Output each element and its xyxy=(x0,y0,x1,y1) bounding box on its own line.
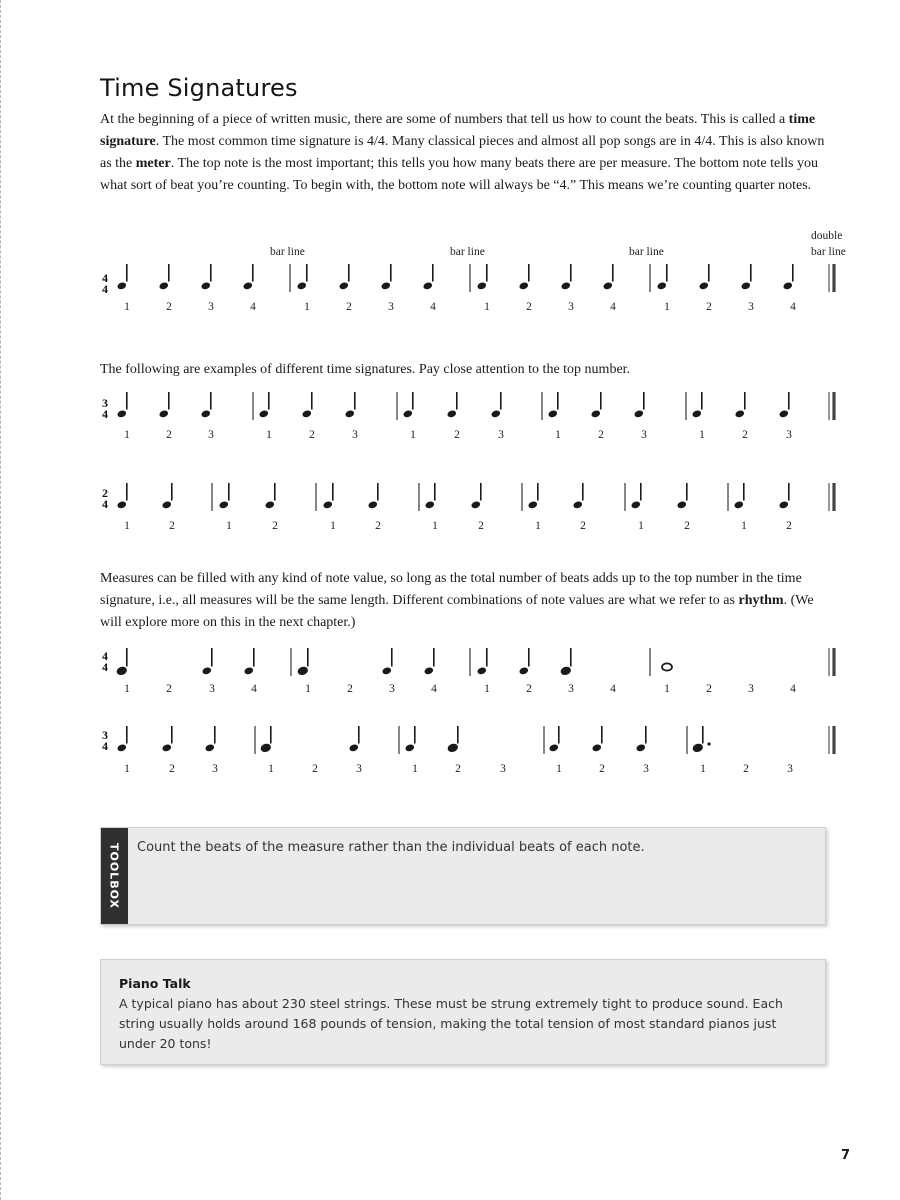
quarter-note xyxy=(369,502,378,509)
beat-count: 1 xyxy=(268,763,274,775)
beat-count: 3 xyxy=(356,763,362,775)
half-note xyxy=(449,745,458,752)
beat-count: 1 xyxy=(638,520,644,532)
beat-count: 1 xyxy=(700,763,706,775)
quarter-note xyxy=(202,411,211,418)
time-sig-top: 2 xyxy=(102,486,108,500)
examples-intro: The following are examples of different time signatures. Pay close attention to the top number. xyxy=(100,362,631,377)
staff-svg-4 xyxy=(100,640,860,702)
beat-count: 1 xyxy=(484,683,490,695)
time-sig-top: 4 xyxy=(102,271,108,285)
beat-count: 2 xyxy=(684,520,690,532)
quarter-note xyxy=(163,502,172,509)
beat-count: 1 xyxy=(664,301,670,313)
term-meter: meter xyxy=(135,156,171,171)
staff-marks xyxy=(118,483,834,511)
staff-rhythm-4-4 xyxy=(100,640,860,702)
beat-count: 3 xyxy=(641,429,647,441)
quarter-note xyxy=(658,283,667,290)
beat-count: 4 xyxy=(250,301,256,313)
quarter-note xyxy=(635,411,644,418)
half-note xyxy=(562,668,571,675)
double-bar-line-label-2: bar line xyxy=(811,246,846,258)
time-sig-bottom: 4 xyxy=(102,497,108,511)
beat-count: 3 xyxy=(643,763,649,775)
beat-count: 3 xyxy=(568,683,574,695)
quarter-note xyxy=(478,283,487,290)
time-sig-top: 3 xyxy=(102,728,108,742)
beat-count: 2 xyxy=(166,429,172,441)
beat-count: 4 xyxy=(610,301,616,313)
beat-count: 3 xyxy=(352,429,358,441)
quarter-note xyxy=(593,745,602,752)
beat-count: 2 xyxy=(580,520,586,532)
page-edge xyxy=(0,0,3,1200)
toolbox-tab xyxy=(101,828,128,924)
quarter-note xyxy=(383,668,392,675)
bar-line-label: bar line xyxy=(270,246,305,258)
quarter-note xyxy=(742,283,751,290)
quarter-note xyxy=(520,283,529,290)
beat-count: 1 xyxy=(412,763,418,775)
quarter-note xyxy=(404,411,413,418)
beat-count: 2 xyxy=(169,520,175,532)
quarter-note xyxy=(118,411,127,418)
staff-marks xyxy=(118,648,834,676)
quarter-note xyxy=(735,502,744,509)
quarter-note xyxy=(425,668,434,675)
half-note xyxy=(299,668,308,675)
quarter-note xyxy=(303,411,312,418)
beat-count: 1 xyxy=(555,429,561,441)
beat-count: 2 xyxy=(743,763,749,775)
staff-marks xyxy=(118,264,834,292)
quarter-note xyxy=(529,502,538,509)
beat-count: 3 xyxy=(787,763,793,775)
quarter-note xyxy=(604,283,613,290)
piano-talk-title: Piano Talk xyxy=(119,976,191,991)
bar-line-label: bar line xyxy=(450,246,485,258)
beat-count: 2 xyxy=(375,520,381,532)
beat-count: 1 xyxy=(410,429,416,441)
beat-count: 3 xyxy=(748,683,754,695)
quarter-note xyxy=(520,668,529,675)
double-bar-line-label-1: double xyxy=(811,230,843,242)
beat-count: 4 xyxy=(610,683,616,695)
beat-count: 2 xyxy=(166,301,172,313)
quarter-note xyxy=(592,411,601,418)
beat-count: 3 xyxy=(209,683,215,695)
quarter-note xyxy=(350,745,359,752)
staff-example-4-4 xyxy=(100,228,860,318)
beat-count: 1 xyxy=(556,763,562,775)
quarter-note xyxy=(298,283,307,290)
piano-talk-body: A typical piano has about 230 steel strings. These must be strung extremely tight to produce sound. Each string usually holds around 168 pounds of tension, making the total tension of most standard pianos just under 20 tons! xyxy=(119,996,783,1051)
quarter-note xyxy=(736,411,745,418)
whole-note xyxy=(662,663,672,670)
beat-count: 2 xyxy=(526,301,532,313)
beat-count: 1 xyxy=(305,683,311,695)
beat-count: 4 xyxy=(790,683,796,695)
quarter-note xyxy=(424,283,433,290)
quarter-note xyxy=(266,502,275,509)
beat-count: 4 xyxy=(251,683,257,695)
rhythm-paragraph: Measures can be filled with any kind of note value, so long as the total number of beats adds up to the top number in the time signature, i.e., all measures will be the same length. Different combinations of note values are what we refer to as rhythm. (We will explore more on this in the next chapter.) xyxy=(100,571,814,630)
beat-count: 3 xyxy=(500,763,506,775)
beat-count: 2 xyxy=(742,429,748,441)
staff-svg-1 xyxy=(100,228,860,318)
augmentation-dot xyxy=(707,742,710,745)
staff-example-2-4 xyxy=(100,470,860,540)
beat-count: 2 xyxy=(312,763,318,775)
quarter-note xyxy=(202,283,211,290)
toolbox-tab-label: TOOLBOX xyxy=(107,842,121,910)
beat-count: 1 xyxy=(304,301,310,313)
beat-count: 2 xyxy=(346,301,352,313)
quarter-note xyxy=(637,745,646,752)
staff-svg-2 xyxy=(100,382,860,452)
beat-count: 4 xyxy=(790,301,796,313)
beat-count: 3 xyxy=(568,301,574,313)
staff-marks xyxy=(118,392,834,420)
quarter-note xyxy=(206,745,215,752)
beat-count: 1 xyxy=(330,520,336,532)
beat-count: 1 xyxy=(535,520,541,532)
staff-svg-3 xyxy=(100,470,860,540)
beat-count: 2 xyxy=(598,429,604,441)
quarter-note xyxy=(448,411,457,418)
toolbox-text: Count the beats of the measure rather than the individual beats of each note. xyxy=(137,840,645,855)
beat-count: 3 xyxy=(208,301,214,313)
beat-count: 2 xyxy=(309,429,315,441)
beat-count: 1 xyxy=(124,429,130,441)
piano-talk-callout xyxy=(100,959,826,1065)
time-sig-top: 3 xyxy=(102,396,108,410)
beat-count: 3 xyxy=(208,429,214,441)
beat-count: 3 xyxy=(212,763,218,775)
quarter-note xyxy=(346,411,355,418)
quarter-note xyxy=(163,745,172,752)
quarter-note xyxy=(574,502,583,509)
beat-count: 1 xyxy=(432,520,438,532)
quarter-note xyxy=(203,668,212,675)
quarter-note xyxy=(426,502,435,509)
beat-count: 2 xyxy=(526,683,532,695)
toolbox-callout xyxy=(100,827,826,925)
half-note xyxy=(118,668,127,675)
quarter-note xyxy=(260,411,269,418)
beat-count: 4 xyxy=(431,683,437,695)
beat-count: 2 xyxy=(166,683,172,695)
beat-count: 2 xyxy=(347,683,353,695)
quarter-note xyxy=(549,411,558,418)
beat-count: 1 xyxy=(226,520,232,532)
quarter-note xyxy=(550,745,559,752)
term-time-signature: time signature xyxy=(100,112,816,149)
quarter-note xyxy=(244,283,253,290)
intro-paragraph: At the beginning of a piece of written music, there are some of numbers that tell us how to count the beats. This is called a time signature. The most common time signature is 4/4. Many classical pieces and almost all pop songs are in 4/4. This is also known as the meter. The top note is the most important; this tells you how many beats there are per measure. The bottom note tells you what sort of beat you’re counting. To begin with, the bottom note will always be “4.” This means we’re counting quarter notes. xyxy=(100,112,825,193)
quarter-note xyxy=(118,502,127,509)
beat-count: 2 xyxy=(169,763,175,775)
quarter-note xyxy=(220,502,229,509)
half-note xyxy=(262,745,271,752)
beat-count: 3 xyxy=(498,429,504,441)
beat-count: 2 xyxy=(478,520,484,532)
beat-count: 1 xyxy=(124,301,130,313)
beat-count: 1 xyxy=(124,763,130,775)
page-title: Time Signatures xyxy=(100,74,298,102)
beat-count: 1 xyxy=(266,429,272,441)
quarter-note xyxy=(780,502,789,509)
quarter-note xyxy=(678,502,687,509)
beat-count: 1 xyxy=(741,520,747,532)
staff-rhythm-3-4 xyxy=(100,716,860,778)
quarter-note xyxy=(118,283,127,290)
beat-count: 3 xyxy=(748,301,754,313)
staff-svg-5 xyxy=(100,716,860,778)
beat-count: 3 xyxy=(786,429,792,441)
quarter-note xyxy=(160,411,169,418)
beat-count: 2 xyxy=(786,520,792,532)
quarter-note xyxy=(406,745,415,752)
beat-count: 3 xyxy=(389,683,395,695)
quarter-note xyxy=(245,668,254,675)
quarter-note xyxy=(382,283,391,290)
quarter-note xyxy=(160,283,169,290)
time-sig-bottom: 4 xyxy=(102,660,108,674)
quarter-note xyxy=(492,411,501,418)
beat-count: 1 xyxy=(484,301,490,313)
dotted-half-note xyxy=(694,745,703,752)
quarter-note xyxy=(632,502,641,509)
beat-count: 4 xyxy=(430,301,436,313)
time-sig-bottom: 4 xyxy=(102,739,108,753)
beat-count: 1 xyxy=(124,683,130,695)
beat-count: 2 xyxy=(706,683,712,695)
quarter-note xyxy=(780,411,789,418)
beat-count: 2 xyxy=(454,429,460,441)
page-number: 7 xyxy=(841,1148,851,1163)
beat-count: 2 xyxy=(455,763,461,775)
beat-count: 2 xyxy=(706,301,712,313)
time-sig-bottom: 4 xyxy=(102,282,108,296)
quarter-note xyxy=(340,283,349,290)
quarter-note xyxy=(478,668,487,675)
quarter-note xyxy=(118,745,127,752)
quarter-note xyxy=(562,283,571,290)
beat-count: 1 xyxy=(124,520,130,532)
quarter-note xyxy=(699,283,708,290)
beat-count: 1 xyxy=(664,683,670,695)
quarter-note xyxy=(324,502,333,509)
staff-example-3-4 xyxy=(100,382,860,452)
staff-marks xyxy=(118,726,834,754)
beat-count: 1 xyxy=(699,429,705,441)
beat-count: 3 xyxy=(388,301,394,313)
quarter-note xyxy=(472,502,481,509)
term-rhythm: rhythm xyxy=(738,593,784,608)
bar-line-label: bar line xyxy=(629,246,664,258)
time-sig-top: 4 xyxy=(102,649,108,663)
quarter-note xyxy=(693,411,702,418)
beat-count: 2 xyxy=(599,763,605,775)
quarter-note xyxy=(784,283,793,290)
time-sig-bottom: 4 xyxy=(102,407,108,421)
beat-count: 2 xyxy=(272,520,278,532)
